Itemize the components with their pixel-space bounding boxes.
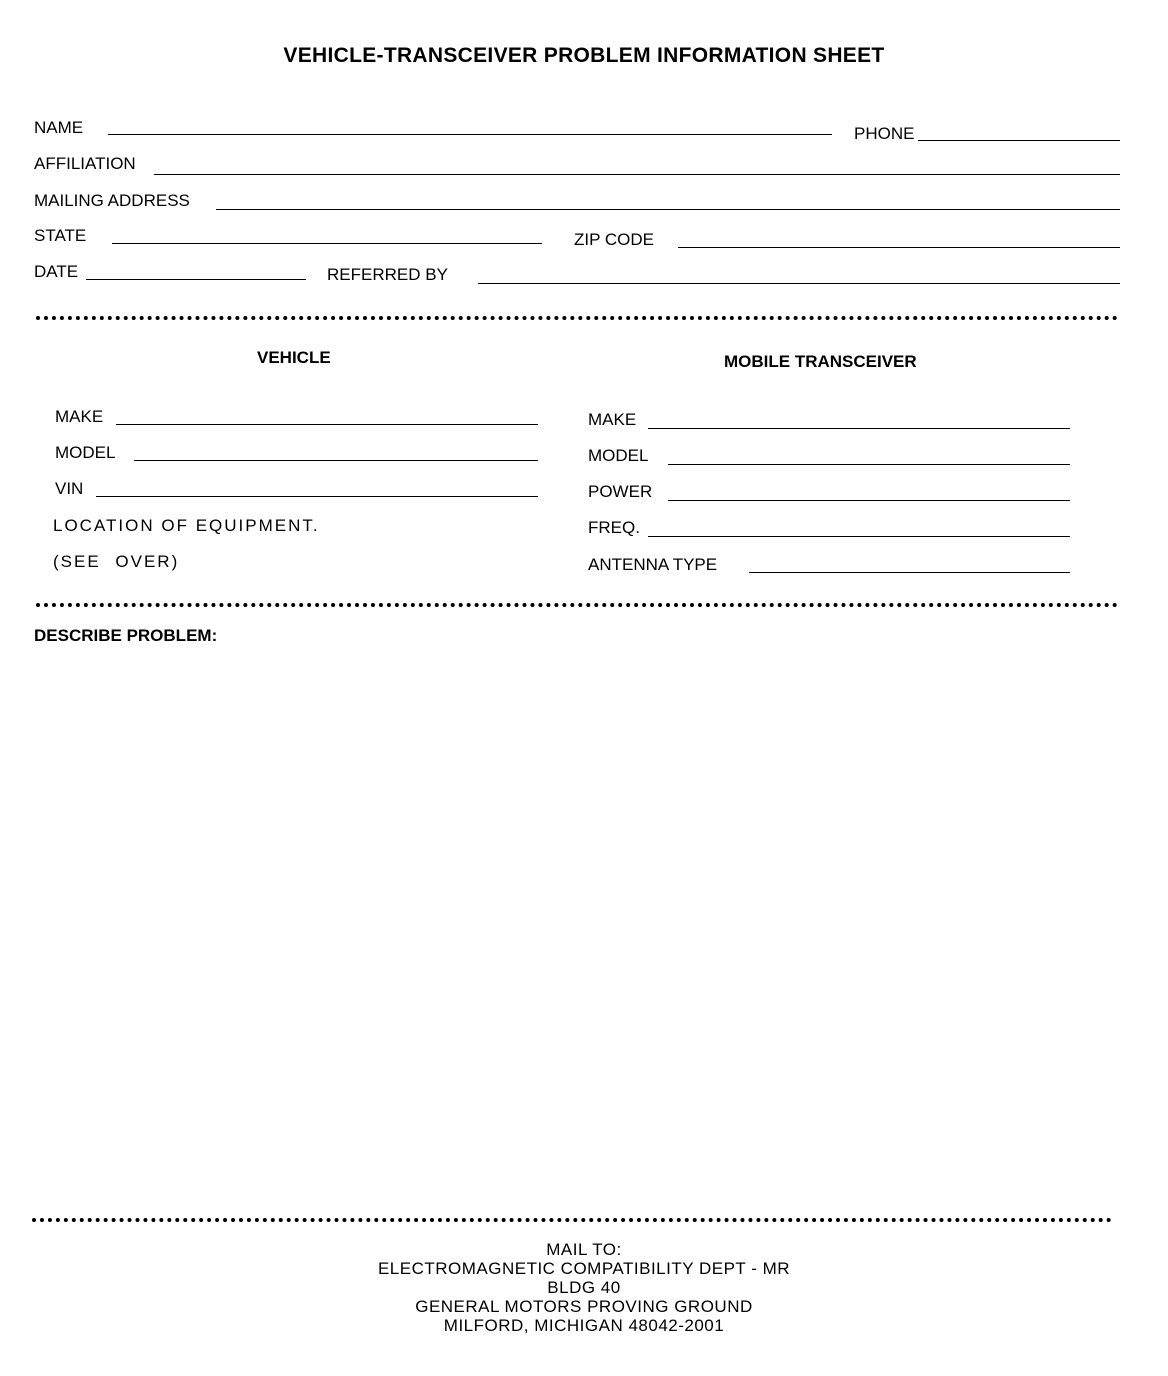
state-label: STATE <box>34 226 87 245</box>
section-divider <box>32 1218 1112 1222</box>
referred-by-field[interactable] <box>478 283 1120 284</box>
phone-label: PHONE <box>854 124 915 143</box>
see-over-label: (SEE OVER) <box>53 552 180 571</box>
date-label: DATE <box>34 262 79 281</box>
describe-problem-area[interactable] <box>34 656 1118 1202</box>
department-line: ELECTROMAGNETIC COMPATIBILITY DEPT - MR <box>377 1259 791 1278</box>
transceiver-make-label: MAKE <box>588 410 637 429</box>
power-field[interactable] <box>668 500 1070 501</box>
zip-code-field[interactable] <box>678 247 1120 248</box>
proving-ground-line: GENERAL MOTORS PROVING GROUND <box>415 1297 753 1316</box>
location-of-equipment-label: LOCATION OF EQUIPMENT. <box>53 516 320 535</box>
date-field[interactable] <box>86 279 306 280</box>
city-line: MILFORD, MICHIGAN 48042-2001 <box>443 1316 725 1335</box>
describe-problem-heading: DESCRIBE PROBLEM: <box>34 626 218 645</box>
page-title: VEHICLE-TRANSCEIVER PROBLEM INFORMATION SHEET <box>283 44 885 67</box>
section-divider <box>36 316 1118 320</box>
antenna-type-field[interactable] <box>749 572 1070 573</box>
referred-by-label: REFERRED BY <box>327 265 448 284</box>
mailing-address-label: MAILING ADDRESS <box>34 191 190 210</box>
vin-label: VIN <box>55 479 84 498</box>
name-field[interactable] <box>108 134 832 135</box>
vehicle-heading: VEHICLE <box>257 348 331 367</box>
state-field[interactable] <box>112 243 542 244</box>
name-label: NAME <box>34 118 84 137</box>
affiliation-field[interactable] <box>154 174 1120 175</box>
zip-code-label: ZIP CODE <box>574 230 654 249</box>
freq-label: FREQ. <box>588 518 640 537</box>
vehicle-make-label: MAKE <box>55 407 104 426</box>
mail-to-label: MAIL TO: <box>546 1240 622 1259</box>
vehicle-model-field[interactable] <box>134 460 538 461</box>
vehicle-model-label: MODEL <box>55 443 116 462</box>
mailing-address-field[interactable] <box>216 209 1120 210</box>
antenna-type-label: ANTENNA TYPE <box>588 555 718 574</box>
mailing-footer <box>0 1240 1168 1335</box>
transceiver-model-field[interactable] <box>668 464 1070 465</box>
freq-field[interactable] <box>648 536 1070 537</box>
transceiver-make-field[interactable] <box>648 428 1070 429</box>
power-label: POWER <box>588 482 653 501</box>
building-line: BLDG 40 <box>547 1278 621 1297</box>
phone-field[interactable] <box>918 140 1120 141</box>
transceiver-model-label: MODEL <box>588 446 649 465</box>
mobile-transceiver-heading: MOBILE TRANSCEIVER <box>724 352 917 371</box>
vin-field[interactable] <box>96 496 538 497</box>
affiliation-label: AFFILIATION <box>34 154 136 173</box>
vehicle-make-field[interactable] <box>116 424 538 425</box>
section-divider <box>36 603 1118 607</box>
